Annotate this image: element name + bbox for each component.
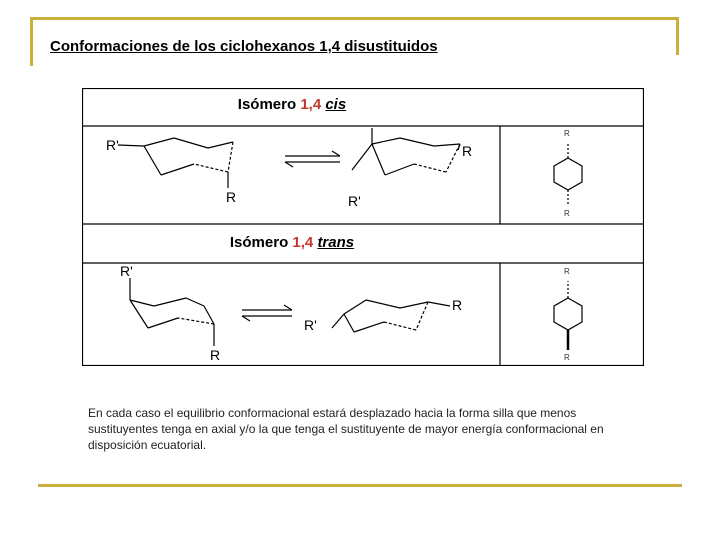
trans-right-equatorial-right-bond	[428, 302, 450, 306]
trans-equilibrium-arrows	[242, 305, 292, 321]
cis-right-axial-label: R'	[348, 193, 361, 209]
diagram-lines	[82, 88, 644, 366]
cis-heading-number: 1,4	[300, 96, 322, 113]
cis-right-axial-bond	[352, 144, 372, 170]
trans-left-axial-down-label: R	[210, 347, 221, 363]
accent-bar-vertical	[30, 18, 33, 66]
accent-bar-vertical-right	[676, 17, 679, 55]
trans-right-equatorial-right-label: R	[452, 297, 463, 313]
trans-right-chair	[332, 300, 450, 332]
trans-heading-prefix: Isómero	[229, 234, 289, 251]
accent-rule-bottom	[38, 484, 682, 487]
cis-left-equatorial-label: R'	[106, 137, 119, 153]
trans-projection	[554, 281, 582, 350]
cis-heading-prefix: Isómero	[237, 96, 297, 113]
caption-text: En cada caso el equilibrio conformacional estará desplazado hacia la forma silla que menos sustituyentes tenga en axial y/o la que tenga el sustituyente de mayor energía conformacional en disposición ecuatorial.	[88, 406, 604, 452]
conformation-diagram	[82, 88, 644, 366]
cis-projection	[554, 142, 582, 206]
cis-right-equatorial-label: R	[462, 143, 473, 159]
trans-heading-number: 1,4	[292, 234, 314, 251]
trans-heading-isomer: trans	[317, 234, 355, 251]
panel-frame	[83, 89, 644, 366]
cis-heading-isomer: cis	[325, 96, 347, 113]
slide-title: Conformaciones de los ciclohexanos 1,4 disustituidos	[50, 38, 438, 55]
cis-right-chair	[352, 128, 460, 175]
accent-rule-top	[30, 17, 678, 20]
cis-equilibrium-arrows	[285, 151, 340, 167]
trans-projection-top-label: R	[564, 267, 570, 276]
cis-left-axial-label: R	[226, 189, 237, 205]
trans-right-equatorial-left-bond	[332, 314, 344, 328]
trans-right-equatorial-left-label: R'	[304, 317, 317, 333]
cis-left-chair	[118, 138, 233, 188]
cis-projection-bottom-label: R	[564, 209, 570, 218]
cis-left-equatorial-bond	[118, 145, 144, 146]
trans-left-axial-up-label: R'	[120, 263, 133, 279]
trans-heading	[82, 234, 502, 251]
trans-left-chair	[130, 278, 214, 346]
trans-projection-bottom-label: R	[564, 353, 570, 362]
cis-projection-top-label: R	[564, 129, 570, 138]
cis-heading	[82, 96, 502, 113]
